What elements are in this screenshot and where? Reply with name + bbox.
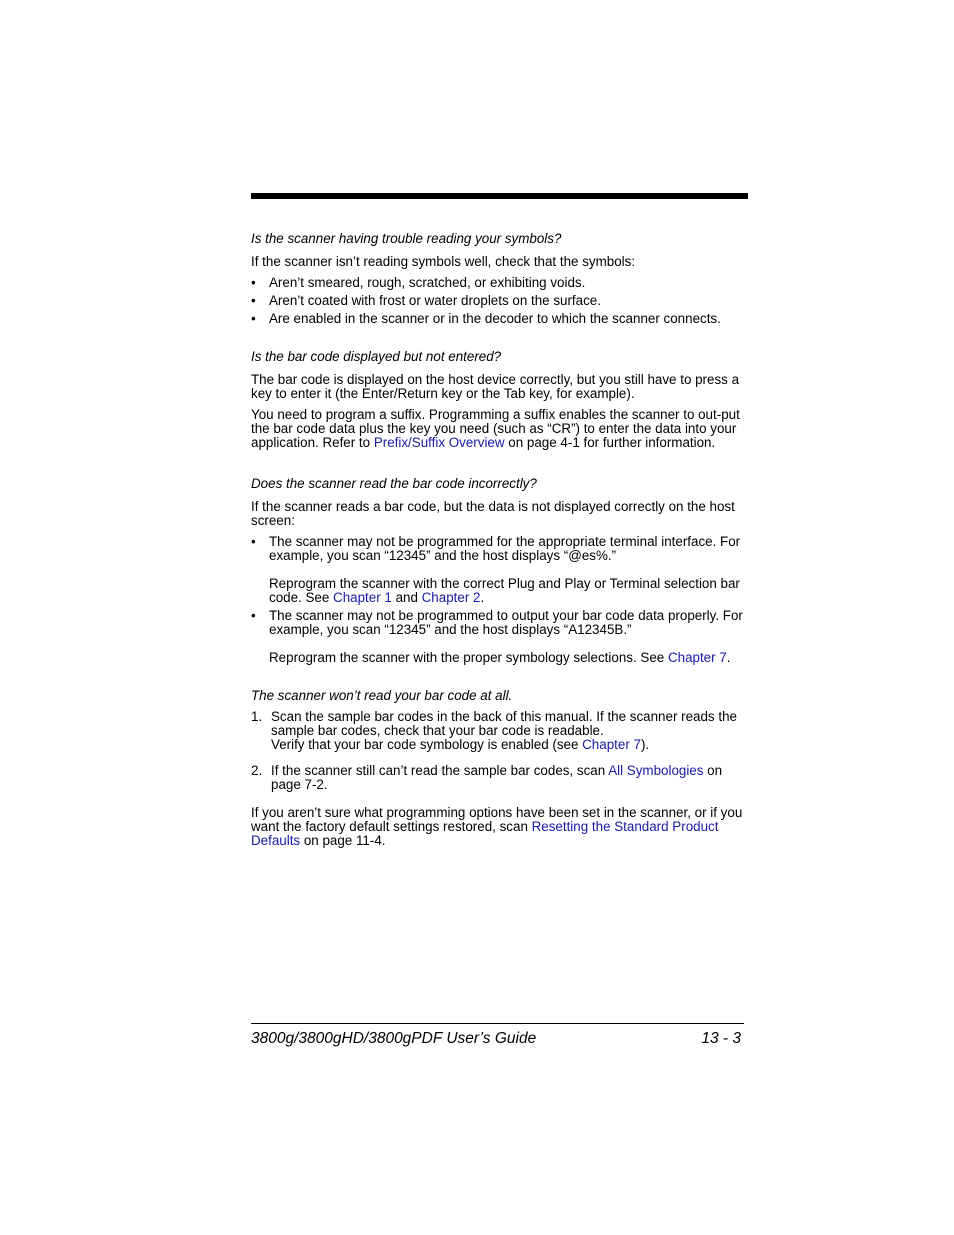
section-heading-trouble-reading: Is the scanner having trouble reading your symbols?: [251, 231, 562, 246]
step-item: [251, 710, 748, 752]
bullet-icon: •: [251, 311, 256, 326]
bullet-icon: •: [251, 275, 256, 290]
section-heading-reads-incorrectly: Does the scanner read the bar code incorrectly?: [251, 476, 537, 491]
list-item: [251, 276, 748, 290]
section-heading-wont-read: The scanner won’t read your bar code at all.: [251, 688, 513, 703]
list-item: [251, 609, 748, 665]
paragraph-text: on page 4-1 for further information.: [504, 435, 716, 450]
step-text: [271, 738, 748, 752]
section-intro: If the scanner isn’t reading symbols well, check that the symbols:: [251, 254, 636, 269]
paragraph: [251, 408, 748, 450]
list-item-text: The scanner may not be programmed for the appropriate terminal interface. For example, you scan “12345” and the host displays “@es%.”: [269, 534, 741, 563]
subtext: Reprogram the scanner with the proper symbology selections. See: [269, 650, 668, 665]
footer-rule: [251, 1023, 744, 1024]
list-item-subtext: [269, 577, 748, 605]
paragraph: The bar code is displayed on the host device correctly, but you still have to press a key to enter it (the Enter/Return key or the Tab key, for example).: [251, 372, 740, 401]
section-intro: If the scanner reads a bar code, but the data is not displayed correctly on the host screen:: [251, 499, 735, 528]
list-item-subtext: [269, 651, 748, 665]
list-item-text: The scanner may not be programmed to output your bar code data properly. For example, you scan “12345” and the host displays “A12345B.”: [269, 608, 743, 637]
list-item: [251, 294, 748, 308]
link-prefix-suffix-overview[interactable]: Prefix/Suffix Overview: [373, 435, 505, 450]
list-item: [251, 312, 748, 326]
subtext: and: [391, 590, 422, 605]
section-heading-displayed-not-entered: Is the bar code displayed but not entered?: [251, 349, 502, 364]
bullet-icon: •: [251, 534, 256, 549]
step-text: [271, 764, 748, 792]
list-item-text: Aren’t smeared, rough, scratched, or exhibiting voids.: [269, 275, 586, 290]
paragraph-text: on page 11-4.: [300, 833, 386, 848]
link-all-symbologies[interactable]: All Symbologies: [608, 763, 704, 778]
list-item: [251, 535, 748, 605]
list-item-text: Are enabled in the scanner or in the decoder to which the scanner connects.: [269, 311, 721, 326]
steps-list: [251, 710, 748, 792]
link-resetting-defaults[interactable]: Resetting the Standard Product Defaults: [251, 819, 719, 848]
step-subtext: If the scanner still can’t read the sample bar codes, scan: [271, 763, 609, 778]
link-chapter-1[interactable]: Chapter 1: [333, 590, 392, 605]
closing-paragraph: [251, 806, 748, 848]
paragraph-text: If you aren’t sure what programming options have been set in the scanner, or if you want the factory default settings restored, scan: [251, 805, 743, 834]
footer-guide-title: 3800g/3800gHD/3800gPDF User’s Guide: [251, 1030, 537, 1047]
step-subtext: on page 7-2.: [271, 763, 723, 792]
incorrect-read-list: [251, 535, 748, 665]
step-subtext: ).: [640, 737, 650, 752]
link-chapter-7[interactable]: Chapter 7: [667, 650, 727, 665]
subtext: .: [480, 590, 485, 605]
bullet-icon: •: [251, 293, 256, 308]
paragraph-text: You need to program a suffix. Programming a suffix enables the scanner to out-put the bar code data plus the key you need (such as “CR”) to enter the data into your application. Refer to: [251, 407, 740, 450]
footer-page-number: 13 - 3: [701, 1030, 741, 1047]
step-number: 2.: [251, 763, 263, 778]
subtext: .: [726, 650, 731, 665]
bullet-icon: •: [251, 608, 256, 623]
link-chapter-7[interactable]: Chapter 7: [582, 737, 641, 752]
list-item-text: Aren’t coated with frost or water droplets on the surface.: [269, 293, 601, 308]
step-text: Scan the sample bar codes in the back of this manual. If the scanner reads the sample bar codes, check that your bar code is readable.: [271, 709, 737, 738]
link-chapter-2[interactable]: Chapter 2: [421, 590, 481, 605]
step-item: [251, 764, 748, 792]
page-content: [251, 232, 748, 855]
symbol-checklist: [251, 276, 748, 326]
step-subtext: Verify that your bar code symbology is enabled (see: [271, 737, 583, 752]
step-number: 1.: [251, 709, 263, 724]
top-rule: [251, 193, 748, 199]
subtext: Reprogram the scanner with the correct Plug and Play or Terminal selection bar code. See: [269, 576, 740, 605]
